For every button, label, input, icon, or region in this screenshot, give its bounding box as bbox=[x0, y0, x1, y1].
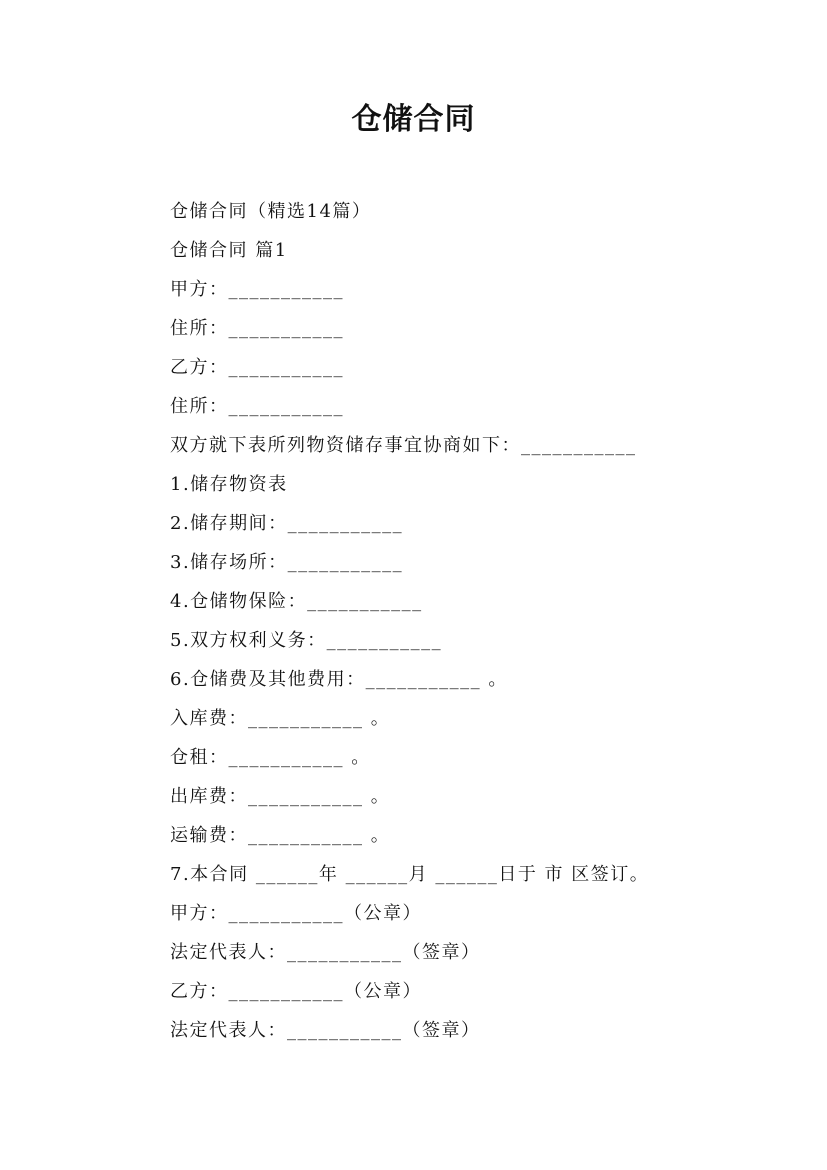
inbound-fee-line: 入库费：___________ 。 bbox=[170, 708, 391, 729]
party-b-representative-line: 法定代表人：___________（签章） bbox=[170, 1020, 481, 1041]
clause-5-line: 5.双方权利义务：___________ bbox=[170, 630, 443, 651]
outbound-fee-line: 出库费：___________ 。 bbox=[170, 786, 391, 807]
party-a-line: 甲方：___________ bbox=[170, 279, 344, 300]
party-a-address-line: 住所：___________ bbox=[170, 318, 344, 339]
clause-1-line: 1.储存物资表 bbox=[170, 474, 288, 495]
clause-6-line: 6.仓储费及其他费用：___________ 。 bbox=[170, 669, 508, 690]
party-a-representative-line: 法定代表人：___________（签章） bbox=[170, 942, 481, 963]
party-a-seal-line: 甲方：___________（公章） bbox=[170, 903, 422, 924]
clause-7-line: 7.本合同 ______年 ______月 ______日于 市 区签订。 bbox=[170, 864, 650, 885]
section-heading: 仓储合同 篇1 bbox=[170, 240, 288, 261]
document-body bbox=[170, 192, 790, 1050]
agreement-intro-line: 双方就下表所列物资储存事宜协商如下：___________ bbox=[170, 435, 637, 456]
clause-3-line: 3.储存场所：___________ bbox=[170, 552, 404, 573]
subtitle-line: 仓储合同（精选14篇） bbox=[170, 201, 372, 222]
clause-4-line: 4.仓储物保险：___________ bbox=[170, 591, 423, 612]
party-b-seal-line: 乙方：___________（公章） bbox=[170, 981, 422, 1002]
party-b-line: 乙方：___________ bbox=[170, 357, 344, 378]
transport-fee-line: 运输费：___________ 。 bbox=[170, 825, 391, 846]
clause-2-line: 2.储存期间：___________ bbox=[170, 513, 404, 534]
storage-rent-line: 仓租：___________ 。 bbox=[170, 747, 371, 768]
document-title: 仓储合同 bbox=[351, 102, 476, 137]
party-b-address-line: 住所：___________ bbox=[170, 396, 344, 417]
